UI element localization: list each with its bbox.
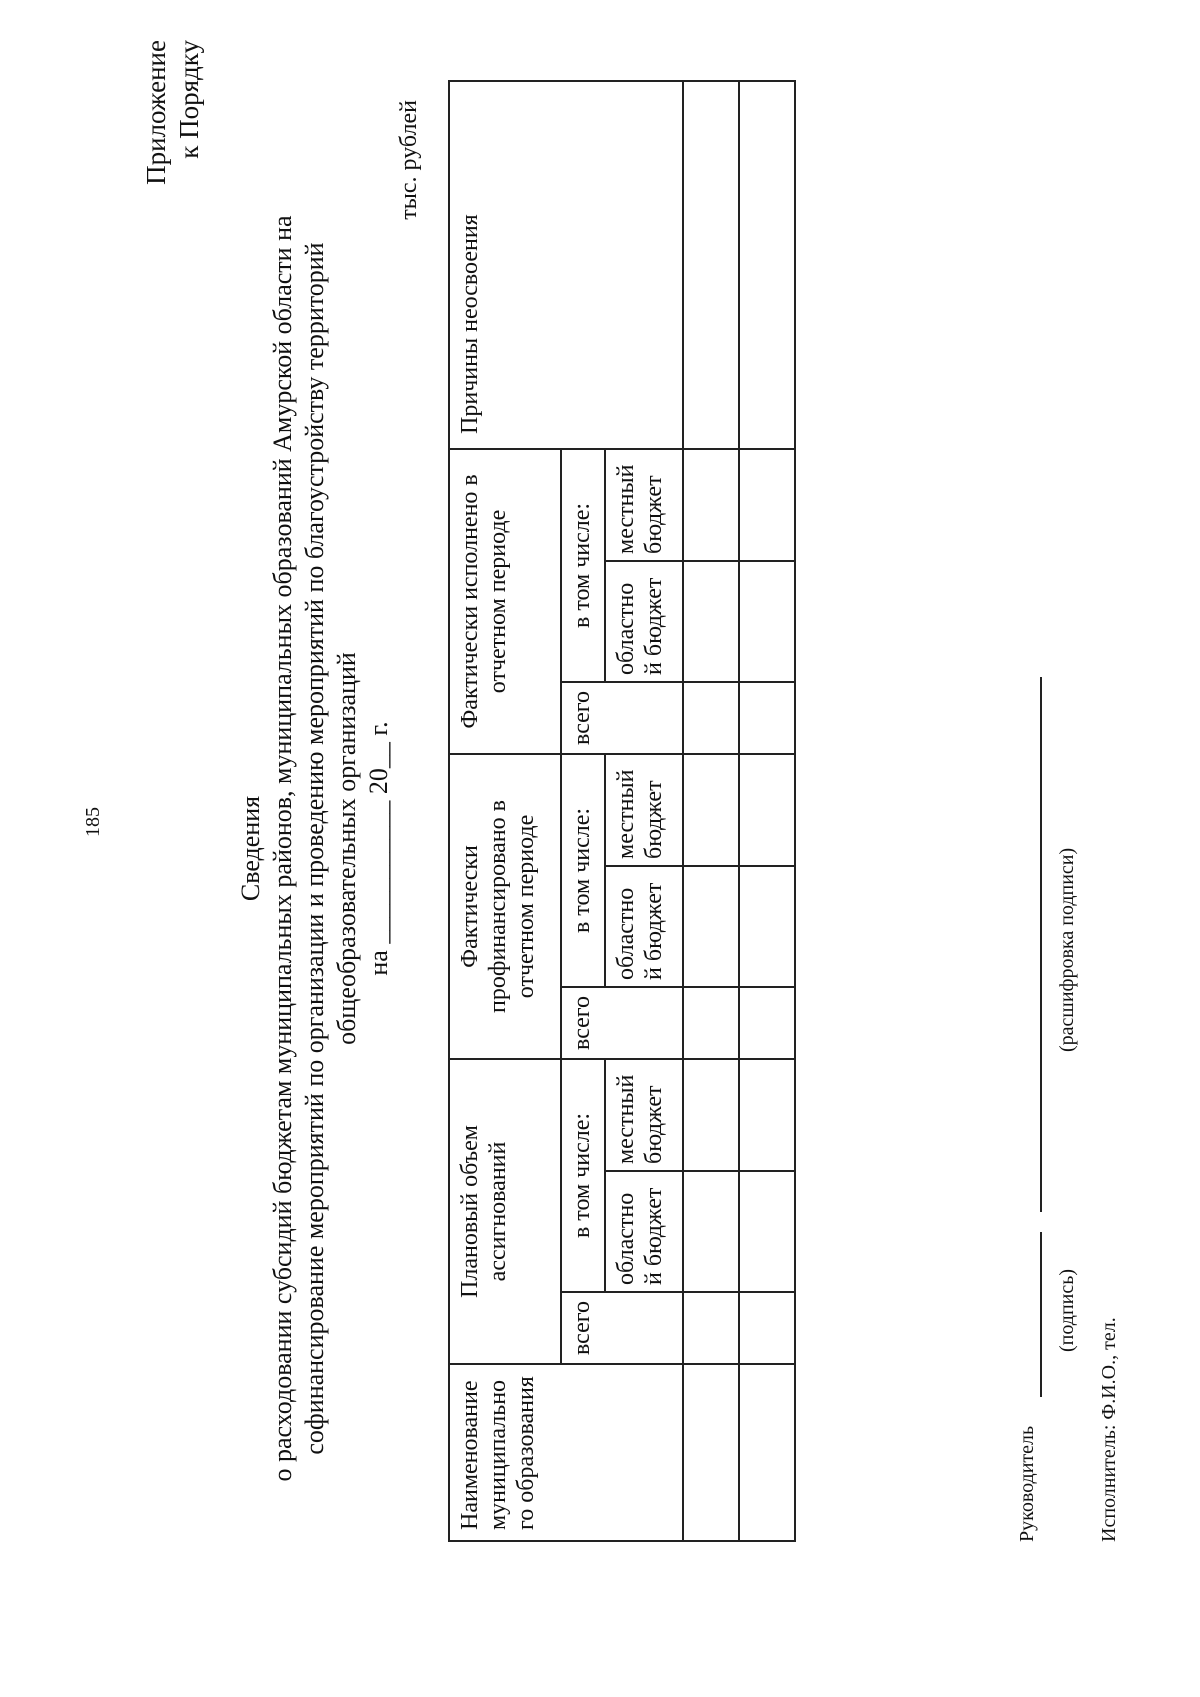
header-executed-regional: областно й бюджет — [605, 561, 683, 682]
table-cell[interactable] — [683, 866, 739, 987]
table-cell[interactable] — [683, 1059, 739, 1171]
table-cell[interactable] — [683, 987, 739, 1059]
table-cell[interactable] — [683, 1292, 739, 1364]
table-cell[interactable] — [739, 561, 795, 682]
table-cell[interactable] — [739, 449, 795, 561]
header-executed-total: всего — [561, 682, 683, 754]
appendix-line-1: Приложение — [141, 40, 171, 185]
table-cell[interactable] — [739, 754, 795, 866]
title-line-3: общеобразовательных организаций — [332, 652, 361, 1045]
header-municipality: Наименование муниципально го образования — [449, 1364, 683, 1541]
sign-caption: (подпись) — [1056, 1268, 1078, 1352]
signature-block — [1010, 82, 1130, 1542]
executor-line — [1098, 1317, 1121, 1542]
header-reasons: Причины неосвоения — [449, 81, 683, 449]
date-year: 20__ — [364, 742, 393, 795]
header-plan-regional: областно й бюджет — [605, 1171, 683, 1292]
table-cell[interactable] — [683, 449, 739, 561]
report-table — [448, 80, 796, 1542]
table-cell[interactable] — [739, 1171, 795, 1292]
table-cell[interactable] — [739, 682, 795, 754]
page-number: 185 — [82, 807, 104, 837]
decode-line[interactable] — [1040, 677, 1042, 1212]
header-plan-total: всего — [561, 1292, 683, 1364]
table-cell[interactable] — [683, 754, 739, 866]
title-date-line — [363, 0, 395, 1697]
document-title — [235, 0, 395, 1697]
decode-caption: (расшифровка подписи) — [1056, 847, 1078, 1052]
table-cell[interactable] — [683, 561, 739, 682]
date-prefix: на — [364, 950, 393, 976]
table-cell[interactable] — [683, 1171, 739, 1292]
table-cell[interactable] — [739, 1292, 795, 1364]
title-line-1: о расходовании субсидий бюджетам муниципальных районов, муниципальных образований Амурской области на — [268, 215, 297, 1482]
header-plan-including: в том числе: — [561, 1059, 605, 1292]
date-blank: ___________ — [364, 800, 393, 944]
table-cell[interactable] — [739, 987, 795, 1059]
executor-label: Исполнитель: — [1098, 1424, 1120, 1542]
header-financed-regional: областно й бюджет — [605, 866, 683, 987]
table-row — [739, 81, 795, 1541]
header-planned-volume: Плановый объем ассигнований — [449, 1059, 561, 1364]
header-actually-financed: Фактически профинансировано в отчетном периоде — [449, 754, 561, 1059]
signature-line[interactable] — [1040, 1232, 1042, 1397]
executor-value: Ф.И.О., тел. — [1098, 1317, 1120, 1420]
table-cell[interactable] — [739, 1364, 795, 1541]
table-cell[interactable] — [683, 1364, 739, 1541]
header-plan-local: местный бюджет — [605, 1059, 683, 1171]
appendix-note — [140, 40, 206, 185]
header-executed-including: в том числе: — [561, 449, 605, 682]
appendix-line-2: к Порядку — [174, 40, 204, 159]
header-executed-local: местный бюджет — [605, 449, 683, 561]
table-cell[interactable] — [683, 682, 739, 754]
date-suffix: г. — [364, 721, 393, 736]
header-financed-local: местный бюджет — [605, 754, 683, 866]
table-row — [683, 81, 739, 1541]
title-line-2: софинансирование мероприятий по организации и проведению мероприятий по благоустройству территорий — [300, 242, 329, 1455]
table-cell[interactable] — [739, 1059, 795, 1171]
units-label: тыс. рублей — [396, 100, 422, 220]
title-heading: Сведения — [236, 795, 265, 902]
head-label: Руководитель — [1016, 1425, 1038, 1542]
header-financed-total: всего — [561, 987, 683, 1059]
table-cell[interactable] — [683, 81, 739, 449]
header-actually-executed: Фактически исполнено в отчетном периоде — [449, 449, 561, 754]
table-cell[interactable] — [739, 866, 795, 987]
table-cell[interactable] — [739, 81, 795, 449]
header-financed-including: в том числе: — [561, 754, 605, 987]
